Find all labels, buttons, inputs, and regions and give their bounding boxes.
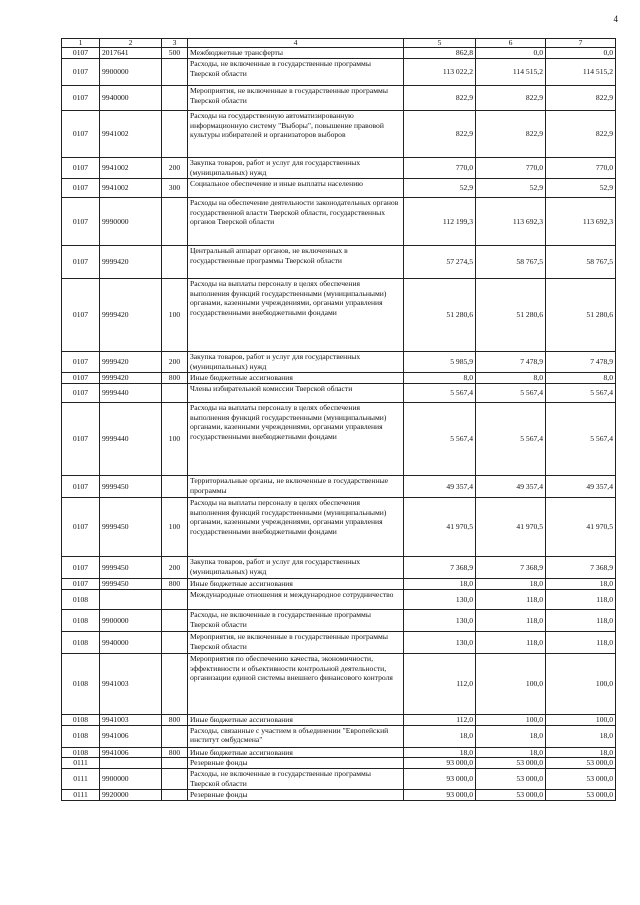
amount-col5-cell: 770,0 [404,158,476,179]
column-header: 1 [62,39,100,48]
target-code-cell: 9940000 [100,632,162,654]
amount-col5-cell: 93 000,0 [404,758,476,769]
target-code-cell: 9941002 [100,111,162,158]
table-row [62,769,616,790]
amount-col6-cell: 0,0 [476,48,546,59]
amount-col5-cell: 93 000,0 [404,769,476,790]
column-header: 2 [100,39,162,48]
description-cell: Межбюджетные трансферты [188,48,404,59]
description-cell: Социальное обеспечение и иные выплаты населению [188,179,404,198]
section-code-cell: 0107 [62,179,100,198]
expense-type-cell [162,111,188,158]
table-row [62,403,616,476]
amount-col7-cell: 58 767,5 [546,246,616,279]
amount-col5-cell: 5 567,4 [404,384,476,403]
amount-col6-cell: 100,0 [476,715,546,726]
expense-type-cell [162,384,188,403]
target-code-cell: 9999420 [100,279,162,352]
target-code-cell: 9999440 [100,384,162,403]
amount-col7-cell: 52,9 [546,179,616,198]
amount-col7-cell: 118,0 [546,610,616,632]
amount-col6-cell: 5 567,4 [476,384,546,403]
expense-type-cell [162,769,188,790]
target-code-cell: 9941006 [100,725,162,747]
amount-col6-cell: 41 970,5 [476,498,546,557]
section-code-cell: 0107 [62,557,100,579]
amount-col7-cell: 18,0 [546,747,616,758]
expense-type-cell: 100 [162,279,188,352]
target-code-cell: 9900000 [100,769,162,790]
target-code-cell: 9999450 [100,557,162,579]
table-row [62,790,616,801]
expense-type-cell: 200 [162,352,188,373]
expense-type-cell: 300 [162,179,188,198]
expense-type-cell [162,246,188,279]
table-row [62,86,616,111]
table-row [62,179,616,198]
target-code-cell: 9900000 [100,59,162,86]
amount-col7-cell: 770,0 [546,158,616,179]
amount-col5-cell: 52,9 [404,179,476,198]
section-code-cell: 0108 [62,590,100,610]
expense-type-cell: 800 [162,579,188,590]
column-header: 5 [404,39,476,48]
amount-col5-cell: 7 368,9 [404,557,476,579]
section-code-cell: 0107 [62,59,100,86]
amount-col5-cell: 5 567,4 [404,403,476,476]
amount-col6-cell: 58 767,5 [476,246,546,279]
amount-col5-cell: 8,0 [404,373,476,384]
section-code-cell: 0108 [62,747,100,758]
description-cell: Территориальные органы, не включенные в государственные программы [188,476,404,498]
target-code-cell: 9990000 [100,198,162,246]
expense-type-cell: 800 [162,747,188,758]
table-row [62,476,616,498]
description-cell: Расходы, не включенные в государственные программы Тверской области [188,769,404,790]
table-row [62,373,616,384]
target-code-cell: 9999420 [100,373,162,384]
target-code-cell: 9999420 [100,352,162,373]
table-row [62,158,616,179]
table-row [62,610,616,632]
amount-col5-cell: 5 985,9 [404,352,476,373]
section-code-cell: 0108 [62,715,100,726]
amount-col7-cell: 0,0 [546,48,616,59]
table-row [62,498,616,557]
amount-col6-cell: 822,9 [476,86,546,111]
target-code-cell: 9941003 [100,654,162,715]
section-code-cell: 0107 [62,111,100,158]
amount-col7-cell: 41 970,5 [546,498,616,557]
target-code-cell: 9999440 [100,403,162,476]
target-code-cell: 9941002 [100,179,162,198]
amount-col5-cell: 130,0 [404,610,476,632]
target-code-cell: 9999450 [100,476,162,498]
table-row [62,59,616,86]
amount-col5-cell: 57 274,5 [404,246,476,279]
description-cell: Мероприятия, не включенные в государственные программы Тверской области [188,86,404,111]
section-code-cell: 0107 [62,579,100,590]
description-cell: Иные бюджетные ассигнования [188,715,404,726]
page-number: 4 [613,14,618,24]
table-row [62,758,616,769]
amount-col7-cell: 53 000,0 [546,758,616,769]
column-header: 3 [162,39,188,48]
target-code-cell: 9941002 [100,158,162,179]
amount-col6-cell: 118,0 [476,610,546,632]
description-cell: Расходы, не включенные в государственные программы Тверской области [188,610,404,632]
table-row [62,48,616,59]
description-cell: Резервные фонды [188,790,404,801]
budget-table [61,38,616,801]
amount-col6-cell: 18,0 [476,725,546,747]
target-code-cell: 9920000 [100,790,162,801]
table-row [62,654,616,715]
expense-type-cell [162,476,188,498]
amount-col6-cell: 8,0 [476,373,546,384]
column-header: 6 [476,39,546,48]
expense-type-cell [162,632,188,654]
expense-type-cell: 200 [162,557,188,579]
amount-col5-cell: 93 000,0 [404,790,476,801]
amount-col6-cell: 114 515,2 [476,59,546,86]
amount-col7-cell: 8,0 [546,373,616,384]
section-code-cell: 0107 [62,384,100,403]
amount-col5-cell: 49 357,4 [404,476,476,498]
amount-col5-cell: 112,0 [404,715,476,726]
section-code-cell: 0107 [62,373,100,384]
amount-col5-cell: 822,9 [404,86,476,111]
amount-col5-cell: 51 280,6 [404,279,476,352]
amount-col7-cell: 822,9 [546,111,616,158]
amount-col5-cell: 18,0 [404,725,476,747]
section-code-cell: 0107 [62,352,100,373]
expense-type-cell [162,610,188,632]
amount-col6-cell: 118,0 [476,632,546,654]
expense-type-cell: 500 [162,48,188,59]
section-code-cell: 0107 [62,403,100,476]
amount-col6-cell: 5 567,4 [476,403,546,476]
table-row [62,715,616,726]
amount-col6-cell: 822,9 [476,111,546,158]
description-cell: Мероприятия, не включенные в государственные программы Тверской области [188,632,404,654]
amount-col6-cell: 53 000,0 [476,790,546,801]
target-code-cell: 9941003 [100,715,162,726]
expense-type-cell: 800 [162,373,188,384]
section-code-cell: 0108 [62,610,100,632]
amount-col7-cell: 53 000,0 [546,790,616,801]
amount-col7-cell: 118,0 [546,632,616,654]
description-cell: Расходы, связанные с участием в объединении "Европейский институт омбудсмена" [188,725,404,747]
description-cell: Расходы на выплаты персоналу в целях обеспечения выполнения функций государственными (муниципальными) органами, казенными учреждениями, органами управления государственными внебюджетными фондами [188,403,404,476]
description-cell: Мероприятия по обеспечению качества, экономичности, эффективности и объективности контрольной деятельности, организации единой системы внешнего финансового контроля [188,654,404,715]
expense-type-cell [162,790,188,801]
target-code-cell: 9999420 [100,246,162,279]
amount-col5-cell: 112 199,3 [404,198,476,246]
section-code-cell: 0111 [62,769,100,790]
column-header: 4 [188,39,404,48]
table-header-row [62,39,616,48]
amount-col7-cell: 7 478,9 [546,352,616,373]
target-code-cell: 2017641 [100,48,162,59]
section-code-cell: 0107 [62,48,100,59]
description-cell: Закупка товаров, работ и услуг для государственных (муниципальных) нужд [188,352,404,373]
section-code-cell: 0108 [62,654,100,715]
description-cell: Закупка товаров, работ и услуг для государственных (муниципальных) нужд [188,158,404,179]
amount-col7-cell: 822,9 [546,86,616,111]
table-row [62,198,616,246]
description-cell: Закупка товаров, работ и услуг для государственных (муниципальных) нужд [188,557,404,579]
description-cell: Расходы на выплаты персоналу в целях обеспечения выполнения функций государственными (муниципальными) органами, казенными учреждениями, органами управления государственными внебюджетными фондами [188,279,404,352]
description-cell: Расходы на обеспечение деятельности законодательных органов государственной власти Тверской области, государственных органов Тверской области [188,198,404,246]
expense-type-cell [162,725,188,747]
section-code-cell: 0108 [62,632,100,654]
section-code-cell: 0107 [62,498,100,557]
table-row [62,557,616,579]
description-cell: Международные отношения и международное сотрудничество [188,590,404,610]
section-code-cell: 0107 [62,279,100,352]
section-code-cell: 0111 [62,758,100,769]
section-code-cell: 0107 [62,86,100,111]
target-code-cell [100,590,162,610]
section-code-cell: 0107 [62,246,100,279]
amount-col7-cell: 114 515,2 [546,59,616,86]
amount-col7-cell: 100,0 [546,654,616,715]
section-code-cell: 0111 [62,790,100,801]
target-code-cell: 9999450 [100,579,162,590]
amount-col7-cell: 5 567,4 [546,384,616,403]
expense-type-cell [162,590,188,610]
table-row [62,111,616,158]
amount-col5-cell: 112,0 [404,654,476,715]
expense-type-cell: 800 [162,715,188,726]
amount-col6-cell: 7 368,9 [476,557,546,579]
description-cell: Члены избирательной комиссии Тверской области [188,384,404,403]
amount-col5-cell: 18,0 [404,747,476,758]
target-code-cell: 9900000 [100,610,162,632]
table-row [62,590,616,610]
table-row [62,246,616,279]
table-row [62,725,616,747]
amount-col5-cell: 822,9 [404,111,476,158]
description-cell: Иные бюджетные ассигнования [188,373,404,384]
amount-col6-cell: 100,0 [476,654,546,715]
amount-col6-cell: 18,0 [476,579,546,590]
amount-col6-cell: 53 000,0 [476,769,546,790]
amount-col6-cell: 113 692,3 [476,198,546,246]
amount-col6-cell: 49 357,4 [476,476,546,498]
amount-col5-cell: 18,0 [404,579,476,590]
description-cell: Резервные фонды [188,758,404,769]
expense-type-cell [162,198,188,246]
expense-type-cell [162,654,188,715]
expense-type-cell [162,86,188,111]
amount-col6-cell: 53 000,0 [476,758,546,769]
table-row [62,279,616,352]
amount-col7-cell: 53 000,0 [546,769,616,790]
target-code-cell: 9999450 [100,498,162,557]
section-code-cell: 0108 [62,725,100,747]
description-cell: Иные бюджетные ассигнования [188,747,404,758]
target-code-cell [100,758,162,769]
amount-col7-cell: 100,0 [546,715,616,726]
table-row [62,352,616,373]
amount-col7-cell: 118,0 [546,590,616,610]
amount-col6-cell: 770,0 [476,158,546,179]
amount-col7-cell: 18,0 [546,579,616,590]
description-cell: Расходы, не включенные в государственные программы Тверской области [188,59,404,86]
expense-type-cell: 100 [162,498,188,557]
description-cell: Иные бюджетные ассигнования [188,579,404,590]
description-cell: Расходы на государственную автоматизированную информационную систему "Выборы", повышение правовой культуры избирателей и организаторов выборов [188,111,404,158]
expense-type-cell [162,59,188,86]
amount-col5-cell: 113 022,2 [404,59,476,86]
expense-type-cell: 100 [162,403,188,476]
description-cell: Расходы на выплаты персоналу в целях обеспечения выполнения функций государственными (муниципальными) органами, казенными учреждениями, органами управления государственными внебюджетными фондами [188,498,404,557]
amount-col6-cell: 18,0 [476,747,546,758]
amount-col5-cell: 130,0 [404,632,476,654]
amount-col7-cell: 51 280,6 [546,279,616,352]
table-row [62,747,616,758]
amount-col7-cell: 5 567,4 [546,403,616,476]
amount-col6-cell: 118,0 [476,590,546,610]
expense-type-cell [162,758,188,769]
amount-col5-cell: 130,0 [404,590,476,610]
target-code-cell: 9941006 [100,747,162,758]
description-cell: Центральный аппарат органов, не включенных в государственные программы Тверской области [188,246,404,279]
column-header: 7 [546,39,616,48]
section-code-cell: 0107 [62,158,100,179]
section-code-cell: 0107 [62,198,100,246]
amount-col7-cell: 18,0 [546,725,616,747]
table-row [62,632,616,654]
amount-col7-cell: 7 368,9 [546,557,616,579]
table-row [62,579,616,590]
amount-col7-cell: 113 692,3 [546,198,616,246]
amount-col5-cell: 862,8 [404,48,476,59]
amount-col6-cell: 52,9 [476,179,546,198]
amount-col7-cell: 49 357,4 [546,476,616,498]
amount-col6-cell: 7 478,9 [476,352,546,373]
section-code-cell: 0107 [62,476,100,498]
table-row [62,384,616,403]
amount-col6-cell: 51 280,6 [476,279,546,352]
amount-col5-cell: 41 970,5 [404,498,476,557]
expense-type-cell: 200 [162,158,188,179]
target-code-cell: 9940000 [100,86,162,111]
